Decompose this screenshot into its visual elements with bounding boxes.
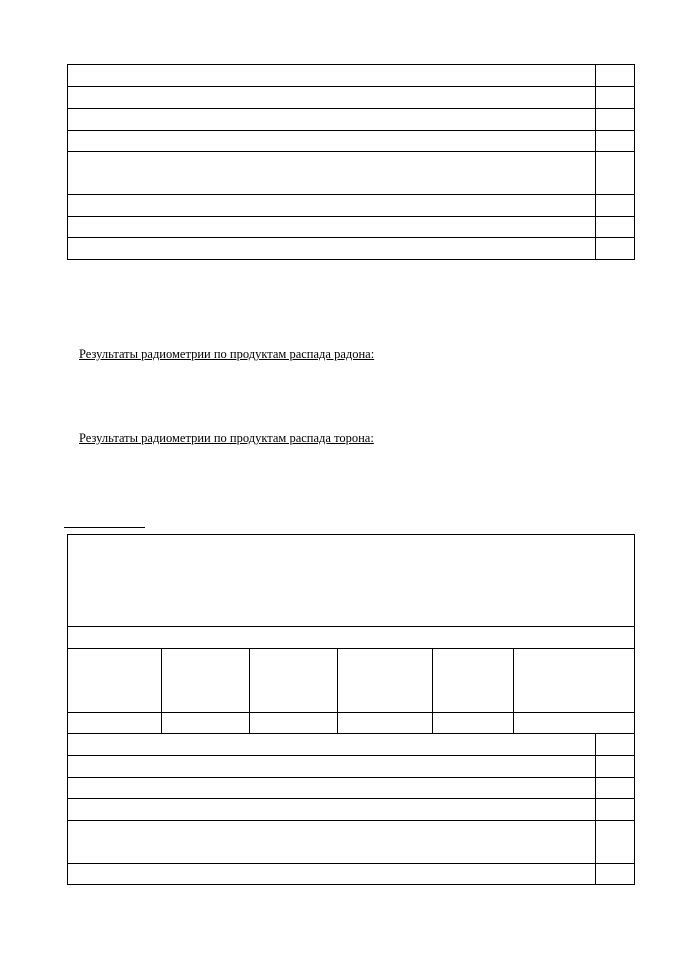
table-row [68, 131, 635, 152]
table-cell [68, 217, 596, 238]
table-cell [68, 535, 635, 627]
table-row [68, 65, 635, 87]
table-row [68, 713, 635, 734]
table-row [68, 109, 635, 131]
table-cell [68, 756, 596, 778]
column-header [250, 649, 338, 713]
table-cell [68, 627, 635, 649]
column-header [514, 649, 635, 713]
table-cell [596, 778, 635, 799]
table-cell [250, 713, 338, 734]
short-rule-divider [64, 527, 145, 528]
table-cell [68, 65, 596, 87]
table-row [68, 217, 635, 238]
table-cell [68, 131, 596, 152]
table-cell [596, 109, 635, 131]
table-cell [596, 152, 635, 195]
table-row [68, 756, 635, 778]
table-cell [68, 778, 596, 799]
table-row [68, 87, 635, 109]
table-row [68, 778, 635, 799]
table-row [68, 799, 635, 821]
thoron-results-heading: Результаты радиометрии по продуктам распада торона: [79, 431, 374, 445]
table-header-block [68, 535, 635, 627]
table-cell [162, 713, 250, 734]
radon-results-heading: Результаты радиометрии по продуктам распада радона: [79, 347, 375, 361]
table-cell [68, 799, 596, 821]
table-cell [338, 713, 433, 734]
table-row [68, 821, 635, 864]
table-cell [68, 109, 596, 131]
table-cell [68, 195, 596, 217]
table-cell [596, 821, 635, 864]
column-header [68, 649, 162, 713]
table-cell [596, 756, 635, 778]
table-cell [596, 864, 635, 885]
table-cell [514, 713, 635, 734]
table-cell [433, 713, 514, 734]
table-cell [68, 152, 596, 195]
table-cell [68, 87, 596, 109]
table-cell [68, 734, 596, 756]
table-row [68, 864, 635, 885]
table-cell [596, 217, 635, 238]
table-cell [68, 821, 596, 864]
table-cell [596, 87, 635, 109]
table-row [68, 195, 635, 217]
table-cell [596, 195, 635, 217]
top-form-table [67, 64, 635, 260]
table-subheader-row [68, 627, 635, 649]
table-cell [596, 734, 635, 756]
table-cell [596, 65, 635, 87]
table-cell [596, 238, 635, 260]
table-cell [68, 238, 596, 260]
table-row [68, 152, 635, 195]
column-header [433, 649, 514, 713]
table-cell [596, 131, 635, 152]
table-cell [68, 713, 162, 734]
table-column-header-row [68, 649, 635, 713]
bottom-form-table [67, 534, 635, 885]
table-cell [68, 864, 596, 885]
table-cell [596, 799, 635, 821]
column-header [338, 649, 433, 713]
table-row [68, 238, 635, 260]
table-row [68, 734, 635, 756]
column-header [162, 649, 250, 713]
